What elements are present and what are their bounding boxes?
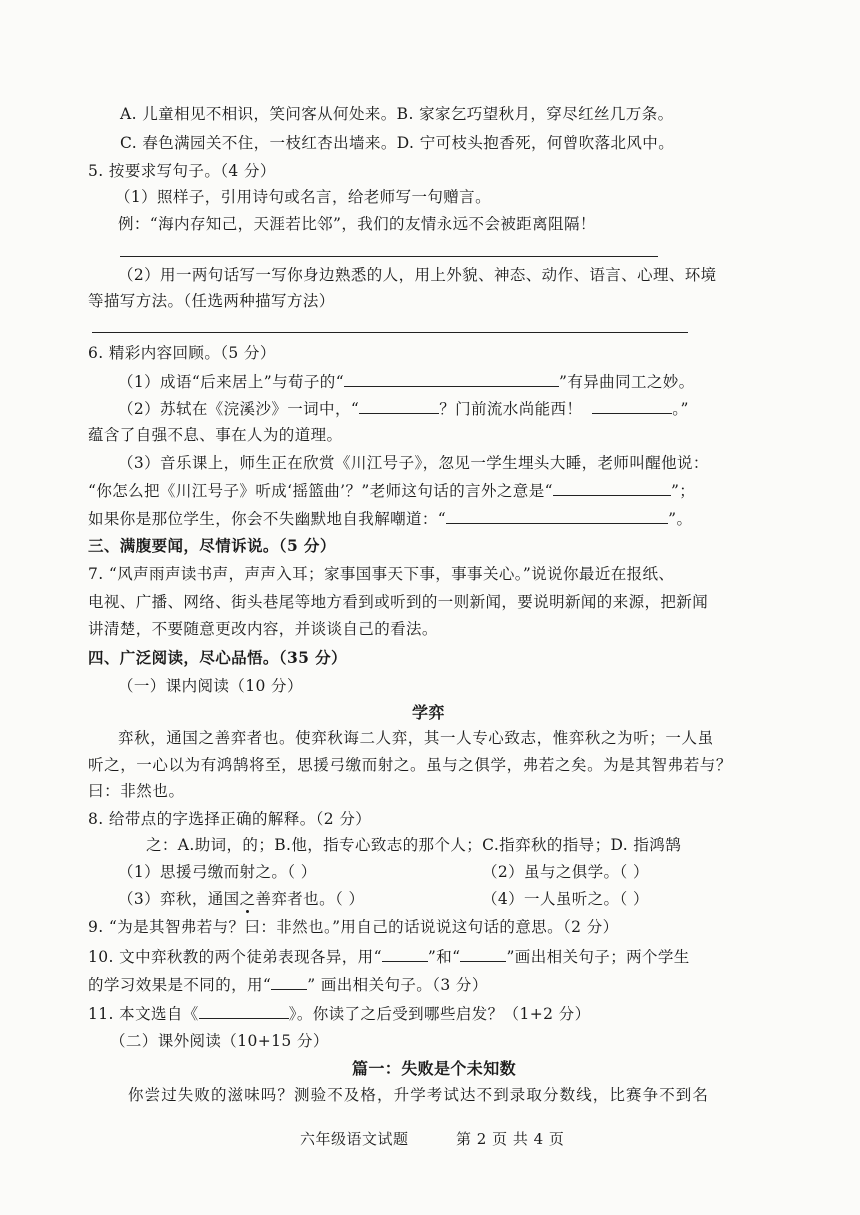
q6-part2: （2）苏轼在《浣溪沙》一词中，“ ？门前流水尚能西！ 。” xyxy=(118,397,689,420)
q7-line-c: 讲清楚，不要随意更改内容，并谈谈自己的看法。 xyxy=(88,620,438,638)
q11-blank[interactable] xyxy=(199,1002,289,1019)
q5-answer-line-1[interactable] xyxy=(120,256,658,257)
q4-options-cd: C. 春色满园关不住，一枝红杏出墙来。D. 宁可枝头抱香死，何曾吹落北风中。 xyxy=(120,134,675,152)
dotted-character: 之 xyxy=(239,890,256,908)
q5-part2-b: 等描写方法。（任选两种描写方法） xyxy=(88,292,335,310)
q6-blank-3[interactable] xyxy=(592,397,672,414)
reading-title: 篇一：失败是个未知数 xyxy=(352,1059,517,1078)
q6-heading: 6. 精彩内容回顾。（5 分） xyxy=(88,344,276,362)
q7-line-b: 电视、广播、网络、街头巷尾等地方看到或听到的一则新闻，要说明新闻的来源，把新闻 xyxy=(88,593,709,611)
section4-sub2: （二）课外阅读（10+15 分） xyxy=(110,1032,329,1050)
q6-part3-a: （3）音乐课上，师生正在欣赏《川江号子》，忽见一学生埋头大睡，老师叫醒他说： xyxy=(118,454,709,472)
passage-line-3: 曰：非然也。 xyxy=(88,782,185,800)
q5-part1: （1）照样子，引用诗句或名言，给老师写一句赠言。 xyxy=(115,188,491,206)
q5-answer-line-2[interactable] xyxy=(92,332,688,333)
section3-heading: 三、满腹要闻，尽情诉说。（5 分） xyxy=(88,536,336,555)
reading-passage-line-1: 你尝过失败的滋味吗？测验不及格，升学考试达不到录取分数线，比赛争不到名 xyxy=(128,1086,710,1104)
section4-sub1: （一）课内阅读（10 分） xyxy=(118,677,303,695)
q10-blank-3[interactable] xyxy=(271,973,307,990)
passage-line-2: 听之，一心以为有鸿鹄将至，思援弓缴而射之。虽与之俱学，弗若之矣。为是其智弗若与？ xyxy=(88,756,733,774)
q7-line-a: 7. “风声雨声读书声，声声入耳；家事国事天下事，事事关心。”说说你最近在报纸、 xyxy=(88,565,675,583)
q6-blank-4[interactable] xyxy=(553,479,671,496)
q5-part2-a: （2）用一两句话写一写你身边熟悉的人，用上外貌、神态、动作、语言、心理、环境 xyxy=(118,266,717,284)
footer-page-number: 第 2 页 共 4 页 xyxy=(456,1130,565,1148)
q6-blank-5[interactable] xyxy=(446,507,668,524)
q5-heading: 5. 按要求写句子。（4 分） xyxy=(88,162,276,180)
q10-line-a: 10. 文中弈秋教的两个徒弟表现各异，用“ ”和“ ”画出相关句子；两个学生 xyxy=(88,945,690,968)
q10-blank-2[interactable] xyxy=(460,945,506,962)
q8-heading: 8. 给带点的字选择正确的解释。（2 分） xyxy=(88,810,372,828)
q6-blank-2[interactable] xyxy=(359,397,439,414)
q6-part2-cont: 蕴含了自强不息、事在人为的道理。 xyxy=(88,426,343,444)
q5-example: 例：“海内存知己，天涯若比邻”，我们的友情永远不会被距离阻隔！ xyxy=(118,215,596,233)
q10-blank-1[interactable] xyxy=(382,945,428,962)
q6-part3-c: 如果你是那位学生，你会不失幽默地自我解嘲道：“ ”。 xyxy=(88,507,692,530)
passage-title: 学弈 xyxy=(412,703,445,722)
q11-text: 11. 本文选自《 》。你读了之后受到哪些启发？（1+2 分） xyxy=(88,1002,590,1025)
q6-blank-1[interactable] xyxy=(344,370,559,387)
q9-text: 9. “为是其智弗若与？曰：非然也。”用自己的话说说这句话的意思。（2 分） xyxy=(88,918,619,936)
q4-options-ab: A. 儿童相见不相识，笑问客从何处来。B. 家家乞巧望秋月，穿尽红丝几万条。 xyxy=(120,105,674,123)
q6-part1: （1）成语“后来居上”与荀子的“ ”有异曲同工之妙。 xyxy=(118,370,695,393)
q8-item-1: （1）思援弓缴而射之。（ ） xyxy=(118,863,317,881)
q8-item-3: （3）弈秋，通国之善弈者也。（ ） xyxy=(118,890,365,908)
section4-heading: 四、广泛阅读，尽心品悟。（35 分） xyxy=(88,648,347,667)
q8-item-4: （4）一人虽听之。（ ） xyxy=(482,890,649,908)
q6-part3-b: “你怎么把《川江号子》听成‘摇篮曲’？”老师这句话的言外之意是“ ”； xyxy=(88,479,695,502)
passage-line-1: 弈秋，通国之善弈者也。使弈秋诲二人弈，其一人专心致志，惟弈秋之为听；一人虽 xyxy=(118,729,714,747)
q8-options: 之：A.助词，的；B.他，指专心致志的那个人；C.指弈秋的指导；D. 指鸿鹄 xyxy=(146,836,682,854)
footer-subject: 六年级语文试题 xyxy=(300,1130,409,1148)
q10-line-b: 的学习效果是不同的，用“ ” 画出相关句子。（3 分） xyxy=(88,973,488,996)
q8-item-2: （2）虽与之俱学。（ ） xyxy=(482,863,649,881)
